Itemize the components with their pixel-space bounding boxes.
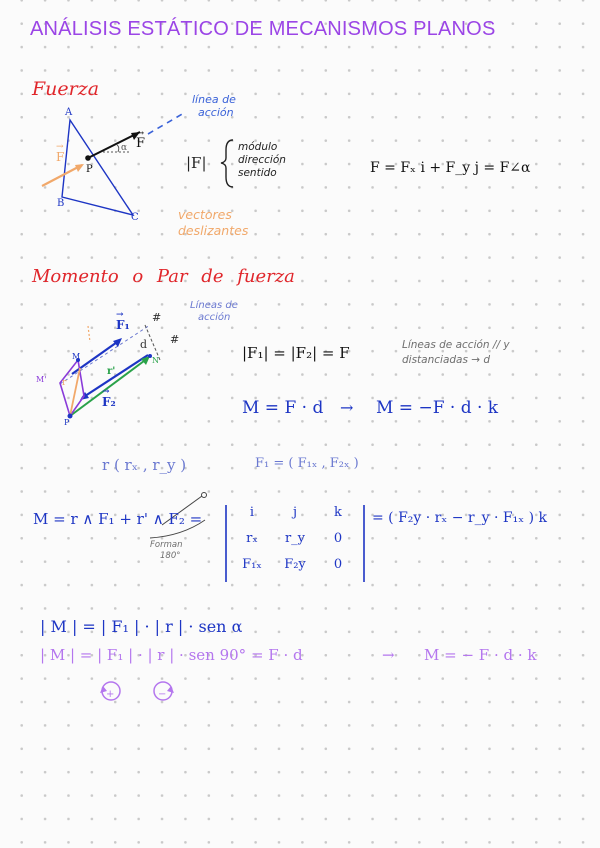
label-p: P [86, 164, 93, 175]
moment-eq-scalar: M = F · d [242, 398, 324, 418]
label-a: A [65, 107, 73, 118]
prop-sentido: sentido [238, 167, 277, 179]
implies-arrow-2: → [382, 646, 395, 664]
label-n: N [152, 356, 159, 365]
label-r-prime: r' [107, 366, 116, 377]
prop-direccion: dirección [238, 154, 286, 166]
abs-moment-eq-90: | M | = | F₁ | · | r | · sen 90° = F · d [40, 646, 303, 664]
label-f2: → F₂ [102, 395, 116, 409]
label-f1: → F₁ [116, 318, 130, 332]
label-f-vector: → F [136, 136, 145, 151]
prop-modulo: módulo [238, 141, 278, 153]
f1-components: F₁ = ( F₁ₓ , F₂ₓ ) [255, 456, 359, 471]
label-c: C [131, 212, 139, 223]
implies-arrow: → [340, 398, 354, 417]
line-of-action-label: línea de acción [192, 93, 236, 119]
determinant-matrix: i j k rₓ r_y 0 F₁ₓ F₂y 0 [242, 505, 343, 572]
label-r: r [62, 378, 67, 388]
hash-mark-2: # [170, 333, 180, 346]
final-moment-eq: M = − F · d · k [424, 646, 537, 664]
lines-of-action-label: Líneas de acción [190, 300, 238, 323]
page-title: ANÁLISIS ESTÁTICO DE MECANISMOS PLANOS [30, 18, 496, 40]
hash-mark-1: # [152, 311, 162, 324]
sliding-vectors-label: vectores deslizantes [178, 207, 249, 238]
label-d: d [140, 338, 148, 351]
forman-note: Forman 180° [150, 540, 183, 561]
label-f-orange: → F [56, 150, 64, 164]
magnitude-equality: |F₁| = |F₂| = F [242, 344, 350, 362]
cross-product-lhs: M = r ∧ F₁ + r' ∧ F₂ = [33, 510, 203, 528]
label-p2: P [64, 418, 70, 427]
momento-heading: Momento o Par de fuerza [32, 266, 295, 287]
label-alpha: α [121, 143, 128, 153]
fuerza-heading: Fuerza [32, 78, 100, 100]
abs-f: |F| [186, 154, 207, 172]
label-b: B [57, 198, 65, 209]
abs-moment-eq: | M | = | F₁ | · | r | · sen α [40, 617, 243, 636]
parallel-note: Líneas de acción // y distanciadas → d [402, 339, 510, 366]
label-m: M [72, 352, 81, 361]
r-components: r ( rₓ , r_y ) [102, 456, 187, 474]
label-m-prime: M' [36, 375, 47, 384]
moment-eq-vector: M = −F · d · k [376, 398, 499, 418]
cross-product-rhs: = ( F₂y · rₓ − r_y · F₁ₓ ) k [372, 510, 547, 526]
force-equation: F = Fₓ i + F_y j = F∠α [370, 160, 531, 176]
